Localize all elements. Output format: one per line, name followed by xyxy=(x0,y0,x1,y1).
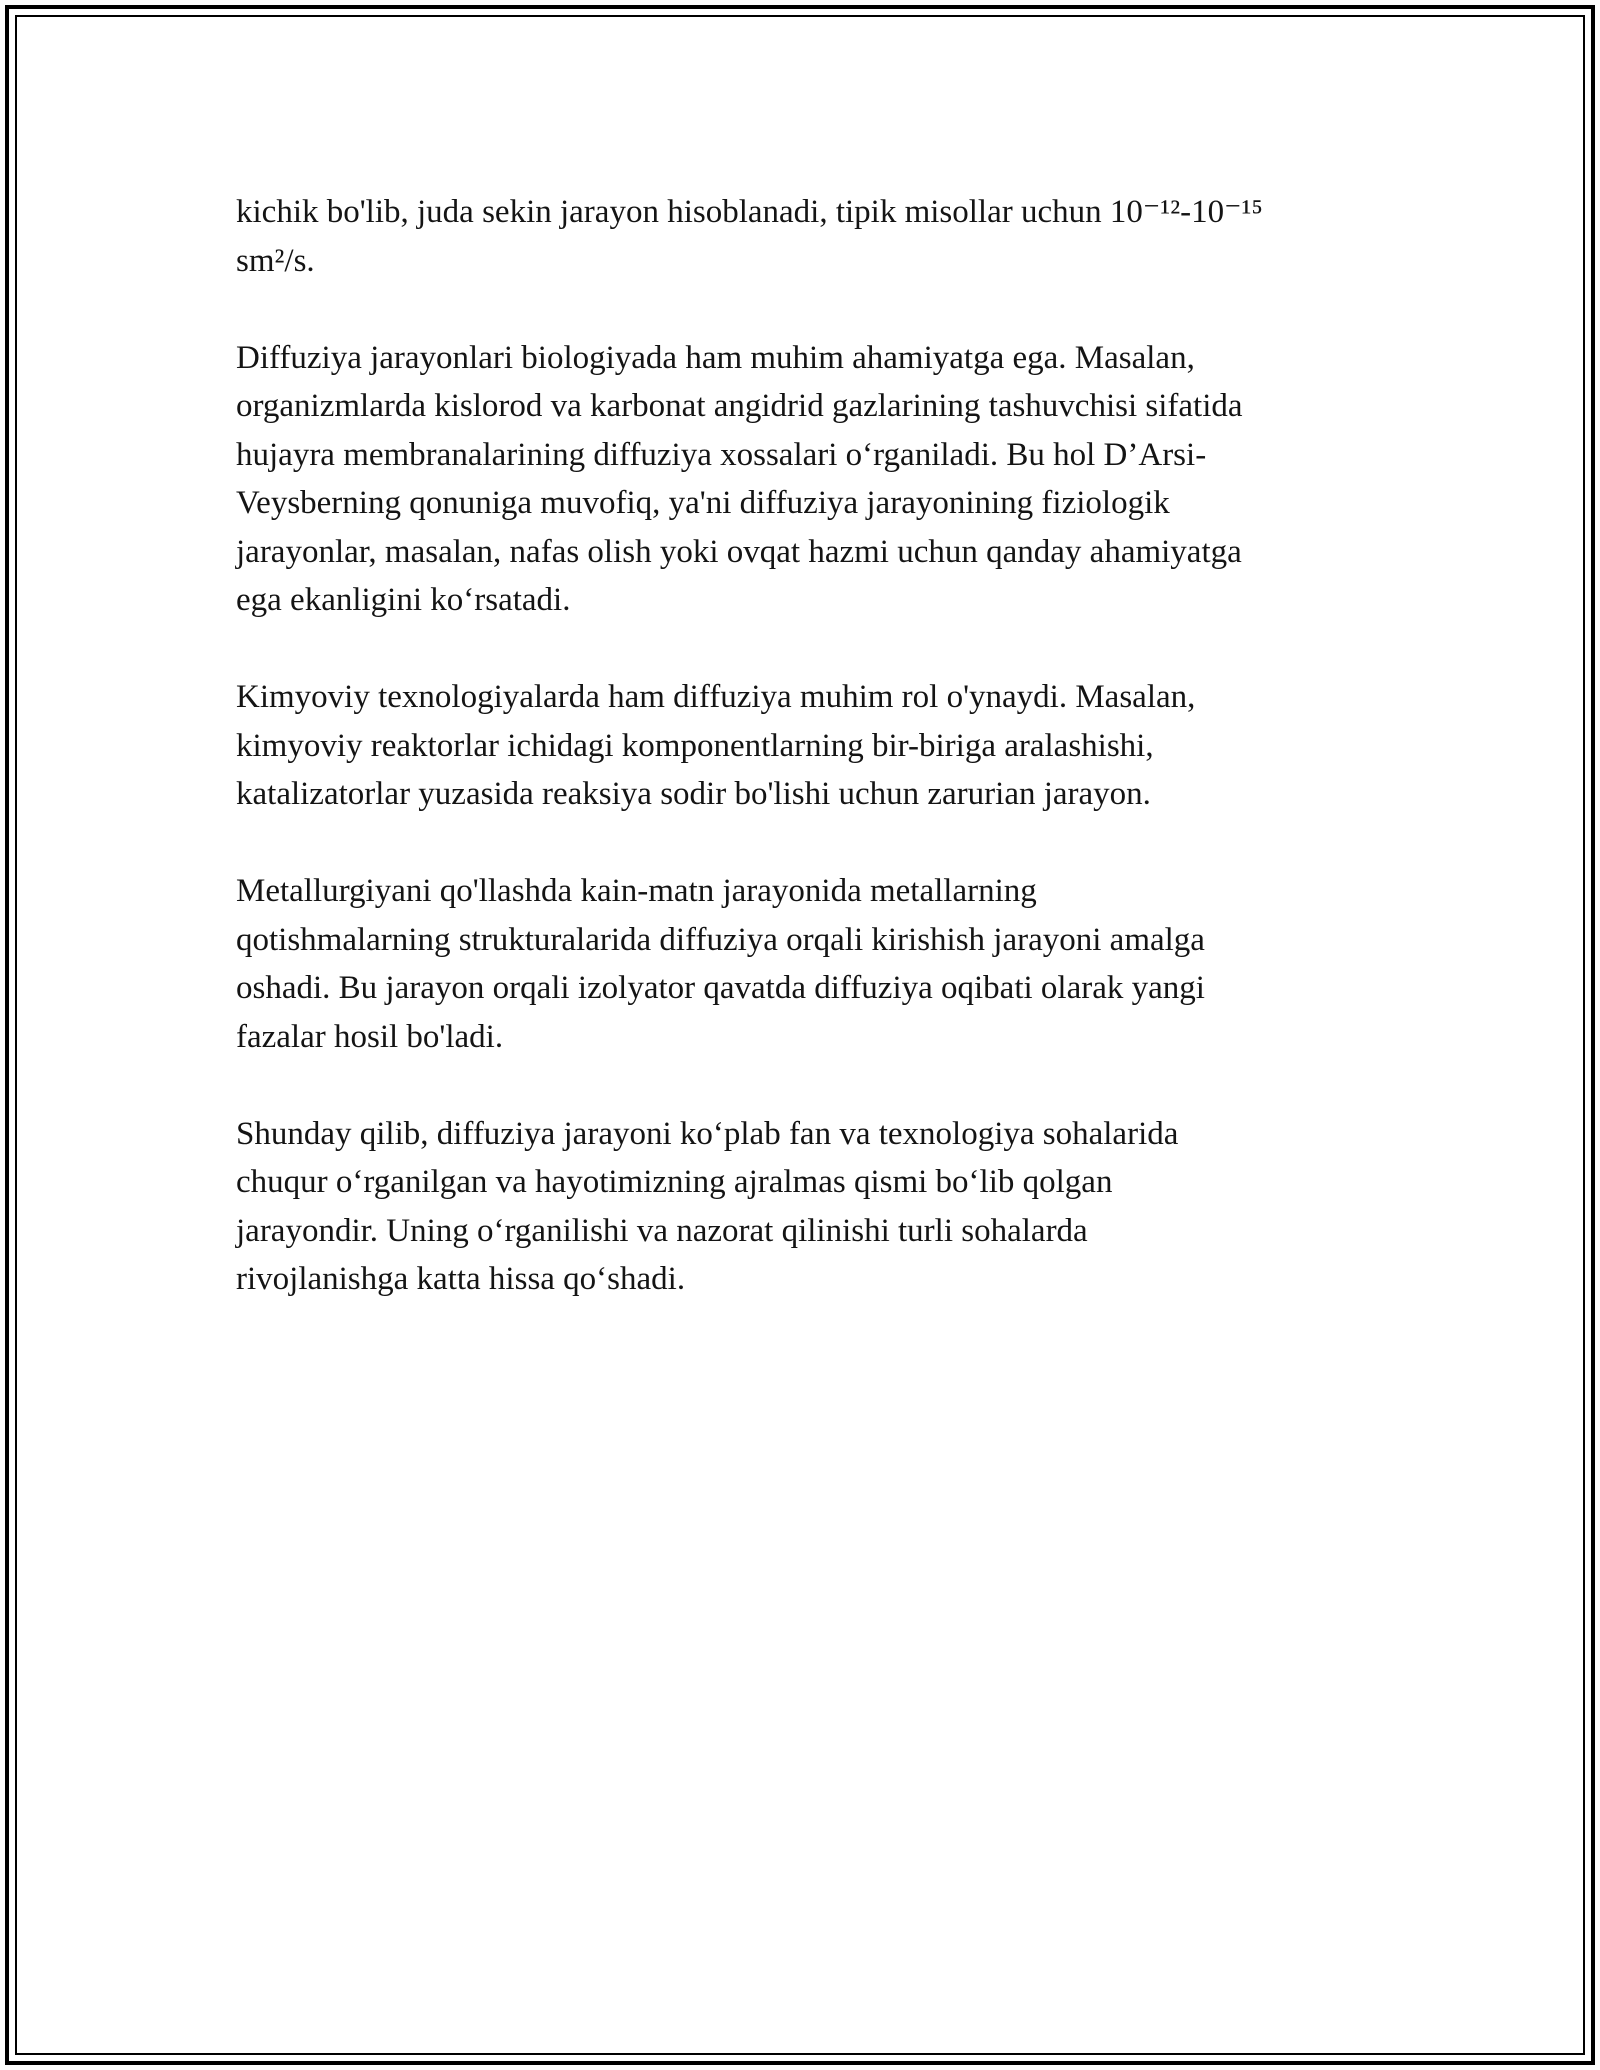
text-line: sm²/s. xyxy=(236,242,315,279)
document-body xyxy=(236,188,1376,1352)
text-line: chuqur oʻrganilgan va hayotimizning ajralmas qismi boʻlib qolgan xyxy=(236,1164,1113,1200)
text-line: Shunday qilib, diffuziya jarayoni koʻplab fan va texnologiya sohalarida xyxy=(236,1115,1179,1152)
text-line: kimyoviy reaktorlar ichidagi komponentlarning bir-biriga aralashishi, xyxy=(236,727,1154,764)
text-line: qotishmalarning strukturalarida diffuziya orqali kirishish jarayoni amalga xyxy=(236,921,1205,958)
text-line: katalizatorlar yuzasida reaksiya sodir bo'lishi uchun zarurian jarayon. xyxy=(236,776,1151,812)
paragraph-1 xyxy=(236,188,1376,285)
text-line: jarayondir. Uning oʻrganilishi va nazorat qilinishi turli sohalarda xyxy=(236,1212,1088,1249)
text-line: kichik bo'lib, juda sekin jarayon hisoblanadi, tipik misollar uchun 10⁻¹²-10⁻¹⁵ xyxy=(236,194,1263,230)
paragraph-5 xyxy=(236,1110,1376,1304)
text-line: fazalar hosil bo'ladi. xyxy=(236,1018,504,1055)
text-line: ega ekanligini koʻrsatadi. xyxy=(236,582,571,618)
text-line: rivojlanishga katta hissa qoʻshadi. xyxy=(236,1261,686,1297)
text-line: Metallurgiyani qo'llashda kain-matn jarayonida metallarning xyxy=(236,873,1037,909)
text-line: Veysberning qonuniga muvofiq, ya'ni diffuziya jarayonining fiziologik xyxy=(236,485,1170,521)
text-line: oshadi. Bu jarayon orqali izolyator qavatda diffuziya oqibati olarak yangi xyxy=(236,970,1205,1006)
paragraph-3 xyxy=(236,673,1376,819)
text-line: Kimyoviy texnologiyalarda ham diffuziya muhim rol o'ynaydi. Masalan, xyxy=(236,679,1196,715)
text-line: jarayonlar, masalan, nafas olish yoki ovqat hazmi uchun qanday ahamiyatga xyxy=(236,533,1242,570)
paragraph-2 xyxy=(236,334,1376,625)
paragraph-4 xyxy=(236,867,1376,1061)
text-line: organizmlarda kislorod va karbonat angidrid gazlarining tashuvchisi sifatida xyxy=(236,388,1243,424)
text-line: hujayra membranalarining diffuziya xossalari oʻrganiladi. Bu hol D’Arsi- xyxy=(236,436,1207,473)
text-line: Diffuziya jarayonlari biologiyada ham muhim ahamiyatga ega. Masalan, xyxy=(236,339,1195,376)
